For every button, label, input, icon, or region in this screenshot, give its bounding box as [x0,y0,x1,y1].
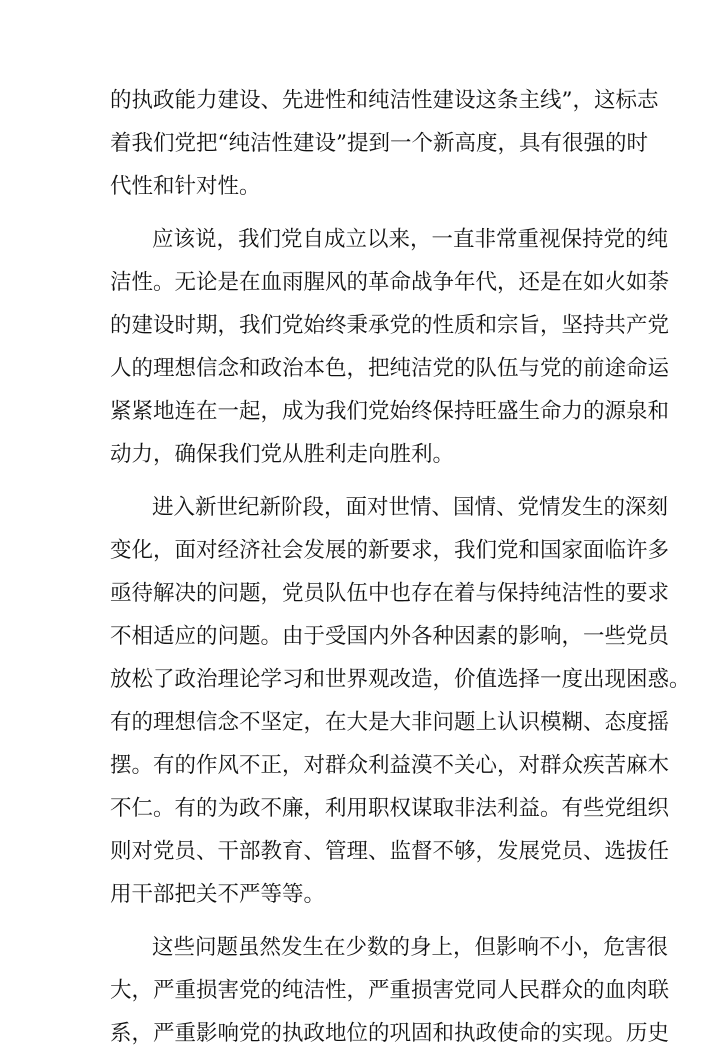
text-line: 代性和针对性。 [110,174,261,199]
text-line: 人的理想信念和政治本色，把纯洁党的队伍与党的前途命运 [110,356,670,381]
text-line: 不仁。有的为政不廉，利用职权谋取非法利益。有些党组织 [110,796,670,821]
text-line: 摆。有的作风不正，对群众利益漠不关心，对群众疾苦麻木 [110,753,670,778]
text-line: 紧紧地连在一起，成为我们党始终保持旺盛生命力的源泉和 [110,399,670,424]
text-line: 用干部把关不严等等。 [110,882,326,907]
text-line: 着我们党把“纯洁性建设”提到一个新高度，具有很强的时 [110,131,648,156]
text-line: 这些问题虽然发生在少数的身上，但影响不小，危害很 [152,935,669,960]
text-line: 亟待解决的问题，党员队伍中也存在着与保持纯洁性的要求 [110,581,670,606]
text-line: 放松了政治理论学习和世界观改造，价值选择一度出现困惑。 [110,667,691,692]
text-line: 动力，确保我们党从胜利走向胜利。 [110,442,455,467]
text-line: 的建设时期，我们党始终秉承党的性质和宗旨，坚持共产党 [110,313,670,338]
text-line: 的执政能力建设、先进性和纯洁性建设这条主线”，这标志 [110,88,659,113]
text-line: 则对党员、干部教育、管理、监督不够，发展党员、选拔任 [110,839,670,864]
text-line: 洁性。无论是在血雨腥风的革命战争年代，还是在如火如荼 [110,270,670,295]
text-line: 不相适应的问题。由于受国内外各种因素的影响，一些党员 [110,624,670,649]
text-line: 大，严重损害党的纯洁性，严重损害党同人民群众的血肉联 [110,978,670,1003]
text-line: 进入新世纪新阶段，面对世情、国情、党情发生的深刻 [152,495,669,520]
text-line: 变化，面对经济社会发展的新要求，我们党和国家面临许多 [110,538,670,563]
text-line: 有的理想信念不坚定，在大是大非问题上认识模糊、态度摇 [110,710,670,735]
text-line: 应该说，我们党自成立以来，一直非常重视保持党的纯 [152,227,669,252]
text-line: 系，严重影响党的执政地位的巩固和执政使命的实现。历史 [110,1021,670,1046]
